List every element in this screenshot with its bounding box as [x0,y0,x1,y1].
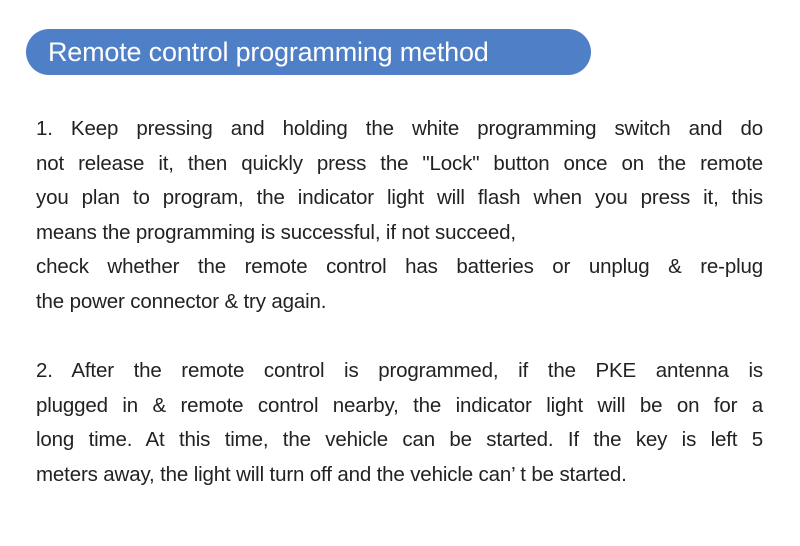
instruction-step-2 [36,354,763,492]
section-title-banner [26,29,591,75]
text-line: plugged in & remote control nearby, the indicator light will be on for a [36,393,763,417]
text-line: long time. At this time, the vehicle can be started. If the key is left 5 [36,428,763,451]
text-line: you plan to program, the indicator light will flash when you press it, this [36,186,763,209]
instruction-step-1 [36,112,763,319]
text-line: 1. Keep pressing and holding the white programming switch and do [36,117,763,140]
text-line: meters away, the light will turn off and the vehicle can’ t be started. [36,462,627,486]
text-line: check whether the remote control has batteries or unplug & re-plug [36,255,763,278]
text-line: means the programming is successful, if not succeed, [36,220,516,244]
text-line: not release it, then quickly press the "Lock" button once on the remote [36,151,763,175]
section-title: Remote control programming method [48,36,489,67]
instructions-body [36,112,763,492]
text-line: the power connector & try again. [36,289,327,313]
text-line: 2. After the remote control is programmed, if the PKE antenna is [36,359,763,382]
